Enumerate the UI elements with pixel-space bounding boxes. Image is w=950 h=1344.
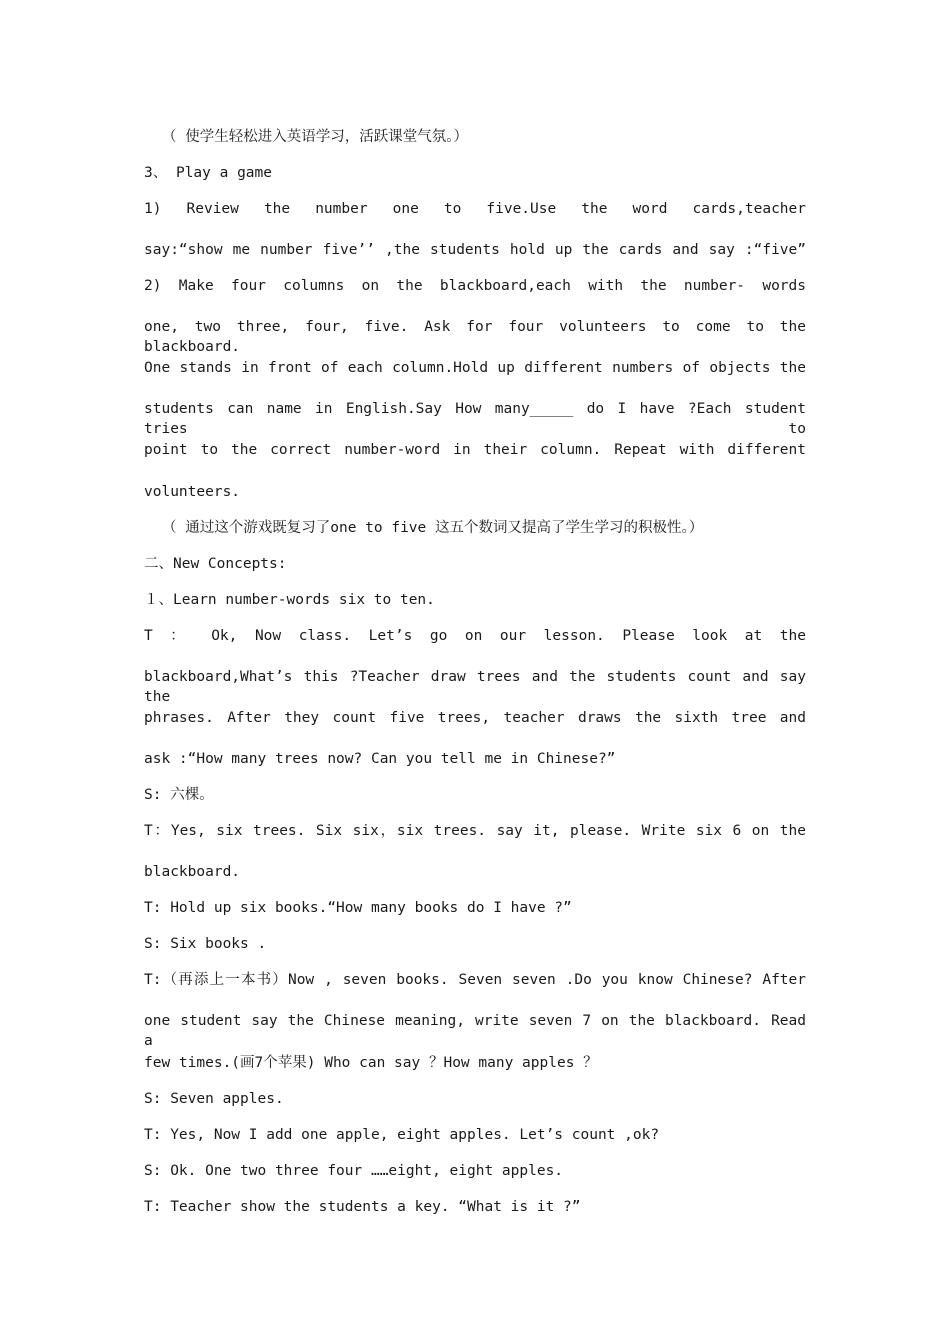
paragraph-line: volunteers.	[144, 484, 241, 500]
section-heading: 3、 Play a game	[144, 165, 272, 181]
paragraph-line: say:“show me number five’’ ,the students hold up the cards and say :“five”	[144, 242, 806, 258]
dialogue-line: S: Ok. One two three four ……eight, eight apples.	[144, 1163, 564, 1179]
dialogue-line: few times.(画7个苹果) Who can say ？How many apples ？	[144, 1055, 598, 1071]
dialogue-line: S: 六棵。	[144, 787, 214, 803]
paragraph-line: point to the correct number-word in their column. Repeat with different	[144, 442, 806, 458]
section-heading: 二、New Concepts:	[144, 556, 287, 572]
dialogue-line: T:（再添上一本书）Now , seven books. Seven seven .Do you know Chinese? After	[144, 972, 806, 988]
paragraph-line: students can name in English.Say How many_____ do I have ?Each student tries to	[144, 401, 806, 437]
dialogue-line: T：Yes, six trees. Six six，six trees. say it, please. Write six 6 on the	[144, 823, 806, 839]
paragraph-line: one, two three, four, five. Ask for four volunteers to come to the blackboard.	[144, 319, 806, 355]
dialogue-line: blackboard.	[144, 864, 241, 880]
paragraph-line: One stands in front of each column.Hold up different numbers of objects the	[144, 360, 806, 376]
dialogue-line: T: Hold up six books.“How many books do I have ?”	[144, 900, 572, 916]
dialogue-line: phrases. After they count five trees, teacher draws the sixth tree and	[144, 710, 806, 726]
note-line: （ 使学生轻松进入英语学习，活跃课堂气氛。）	[162, 129, 468, 145]
dialogue-line: S: Six books .	[144, 936, 267, 952]
dialogue-line: S: Seven apples.	[144, 1091, 284, 1107]
subsection-heading: １、Learn number-words six to ten.	[144, 592, 435, 608]
note-line: （ 通过这个游戏既复习了one to five 这五个数词又提高了学生学习的积极性。）	[162, 520, 704, 536]
dialogue-line: T: Teacher show the students a key. “What is it ?”	[144, 1199, 581, 1215]
dialogue-line: ask :“How many trees now? Can you tell me in Chinese?”	[144, 751, 616, 767]
dialogue-line: blackboard,What’s this ?Teacher draw trees and the students count and say the	[144, 669, 806, 705]
paragraph-line: 1) Review the number one to five.Use the word cards,teacher	[144, 201, 806, 217]
dialogue-line: T: Yes, Now I add one apple, eight apples. Let’s count ,ok?	[144, 1127, 660, 1143]
dialogue-line: one student say the Chinese meaning, write seven 7 on the blackboard. Read a	[144, 1013, 806, 1049]
paragraph-line: 2) Make four columns on the blackboard,each with the number- words	[144, 278, 806, 294]
dialogue-line: T ： Ok, Now class. Let’s go on our lesson. Please look at the	[144, 628, 806, 644]
